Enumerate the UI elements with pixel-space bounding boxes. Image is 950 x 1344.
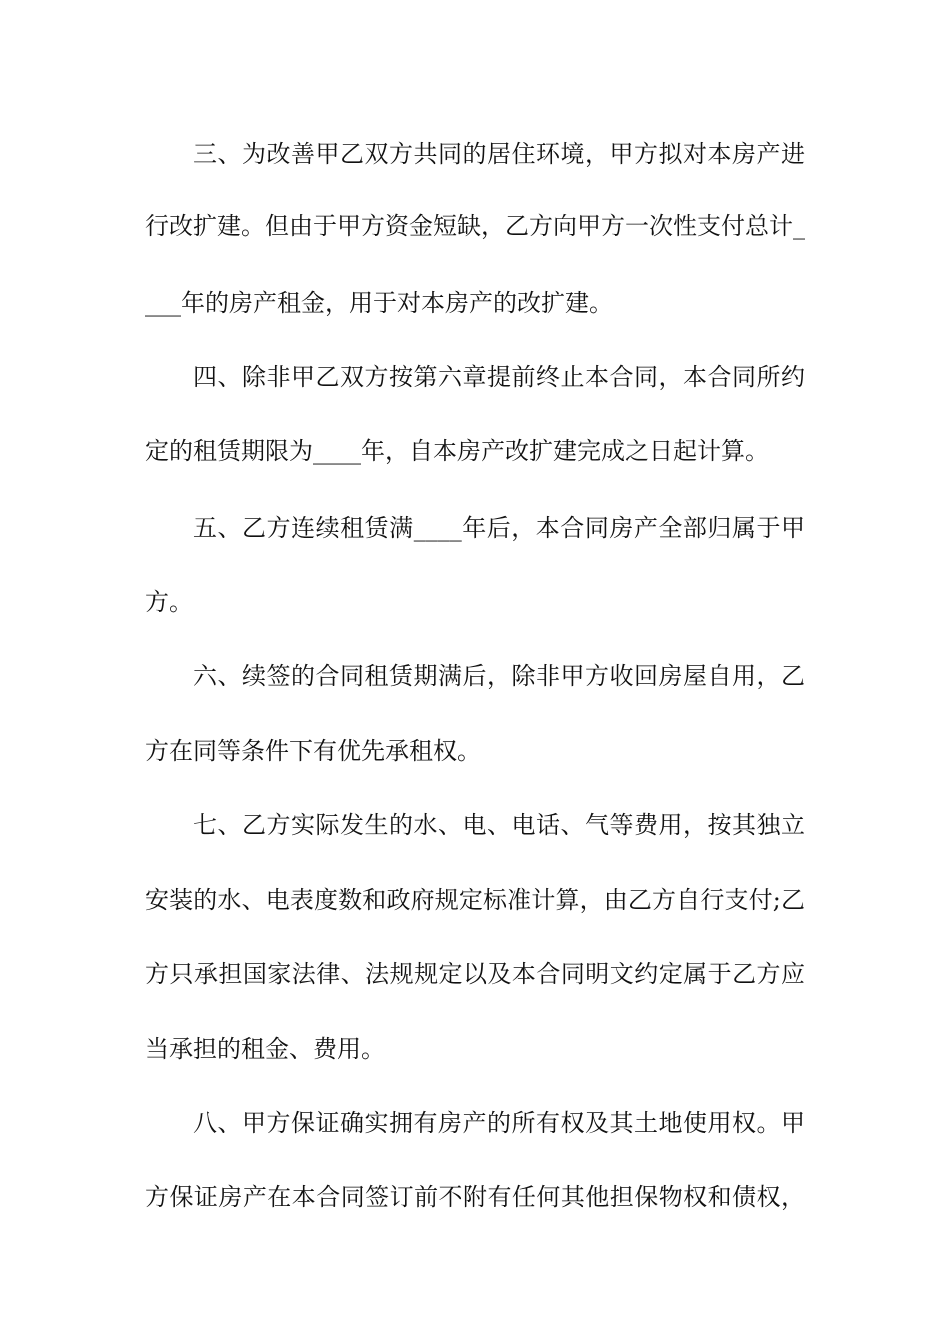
clause-3-line-1: 三、为改善甲乙双方共同的居住环境，甲方拟对本房产进: [193, 140, 805, 168]
clause-6-line-2: 方在同等条件下有优先承租权。: [145, 737, 481, 765]
clause-7-line-1: 七、乙方实际发生的水、电、电话、气等费用，按其独立: [193, 811, 805, 839]
clause-4-line-2: 定的租赁期限为____年，自本房产改扩建完成之日起计算。: [145, 437, 769, 465]
clause-7-line-4: 当承担的租金、费用。: [145, 1035, 385, 1063]
clause-3-line-3: ___年的房产租金，用于对本房产的改扩建。: [145, 289, 613, 317]
clause-4-line-1: 四、除非甲乙双方按第六章提前终止本合同，本合同所约: [193, 363, 805, 391]
clause-8-line-2: 方保证房产在本合同签订前不附有任何其他担保物权和债权，: [145, 1183, 805, 1211]
clause-5-line-2: 方。: [145, 588, 193, 616]
clause-6-line-1: 六、续签的合同租赁期满后，除非甲方收回房屋自用，乙: [193, 662, 805, 690]
clause-3-line-2: 行改扩建。但由于甲方资金短缺，乙方向甲方一次性支付总计_: [145, 212, 805, 240]
clause-8-line-1: 八、甲方保证确实拥有房产的所有权及其土地使用权。甲: [193, 1109, 805, 1137]
clause-5-line-1: 五、乙方连续租赁满____年后，本合同房产全部归属于甲: [193, 514, 805, 542]
clause-7-line-2: 安装的水、电表度数和政府规定标准计算，由乙方自行支付;乙: [145, 886, 805, 914]
clause-7-line-3: 方只承担国家法律、法规规定以及本合同明文约定属于乙方应: [145, 960, 805, 988]
